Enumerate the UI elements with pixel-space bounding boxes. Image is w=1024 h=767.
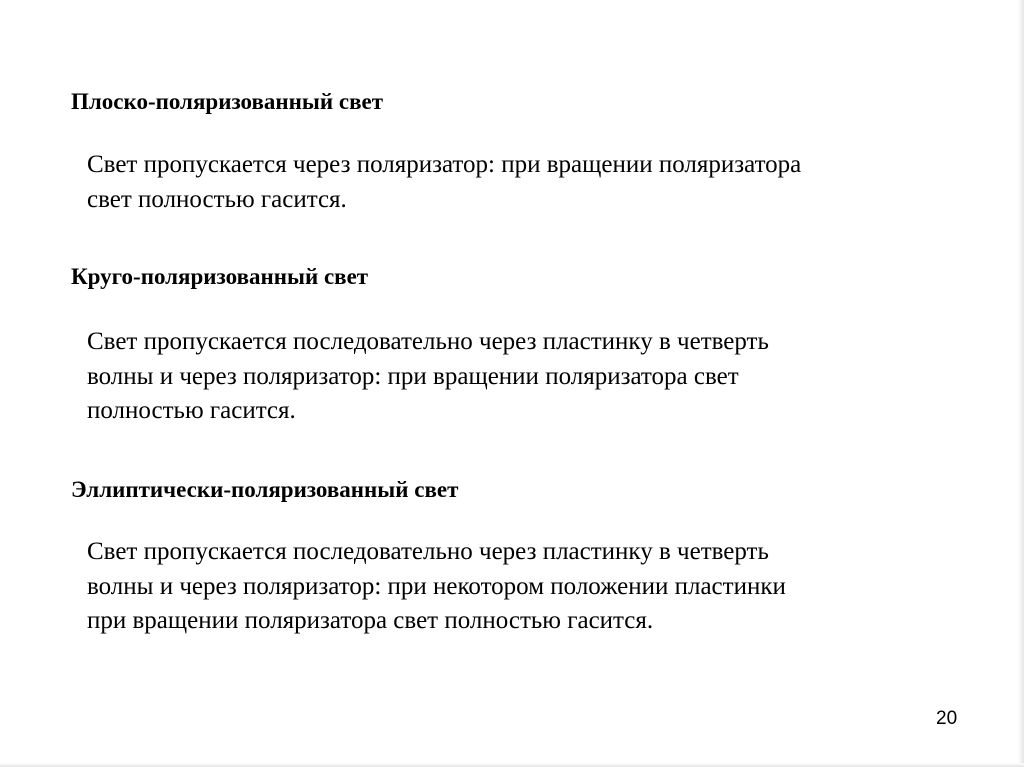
slide-edge-shadow-right [1018, 0, 1024, 767]
section-heading-plane-polarized: Плоско-поляризованный свет [71, 89, 384, 114]
section-heading-elliptical-polarized: Эллиптически-поляризованный свет [71, 477, 459, 502]
section-heading-circular-polarized: Круго-поляризованный свет [71, 264, 369, 289]
section-body-plane-polarized [87, 148, 907, 217]
page-number: 20 [936, 708, 958, 729]
body-line: волны и через поляризатор: при вращении поляризатора свет [87, 362, 739, 390]
body-line: Свет пропускается последовательно через пластинку в четверть [87, 328, 769, 355]
section-body-elliptical-polarized [87, 535, 907, 639]
body-line: Свет пропускается последовательно через пластинку в четверть [87, 538, 769, 565]
body-line: полностью гасится. [87, 397, 296, 424]
section-body-circular-polarized [87, 325, 907, 429]
slide-edge-shadow-bottom [0, 763, 1024, 767]
body-line: свет полностью гасится. [87, 185, 347, 213]
body-line: волны и через поляризатор: при некотором положении пластинки [87, 572, 786, 600]
body-line: при вращении поляризатора свет полностью гасится. [87, 607, 654, 634]
body-line: Свет пропускается через поляризатор: при вращении поляризатора [87, 151, 802, 178]
